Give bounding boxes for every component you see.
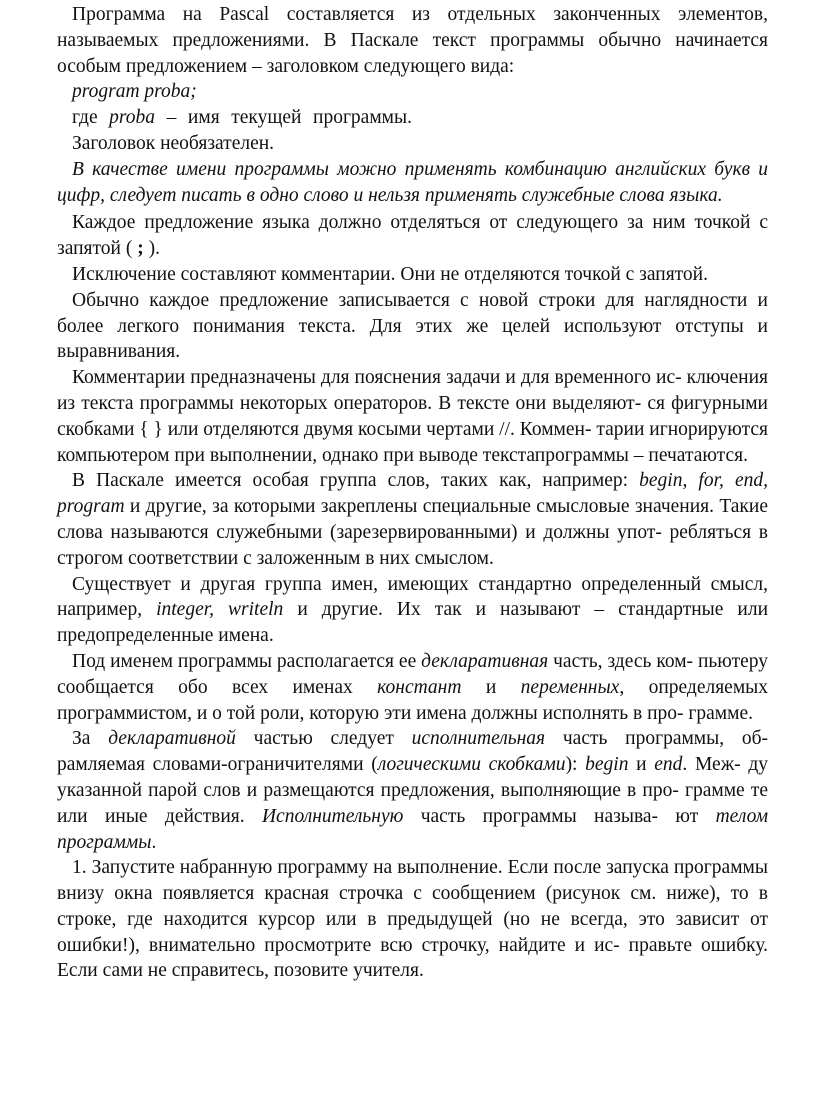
intro-paragraph: Программа на Pascal составляется из отдельных законченных элементов, называемых предложениями. В Паскале текст программы обычно начинается особым предложением – заголовком следующего вида: (57, 4, 768, 77)
standard-names-paragraph (57, 572, 768, 649)
keywords-list: begin, for, end, program (57, 470, 769, 518)
exec-italic-2: исполнительная (411, 728, 546, 750)
decl-italic-2: констант (377, 676, 462, 698)
exec-text-8: . (151, 831, 157, 853)
exec-text-4: ): (565, 754, 578, 776)
std-text-before: Существует и другая группа имен, имеющих стандартно определенный смысл, например, (57, 573, 768, 621)
exec-italic-3: логическими скобками (377, 754, 566, 776)
std-text-after: и другие. Их так и называют – стандартные или предопределенные имена. (57, 599, 769, 647)
exec-italic-4: begin (585, 754, 629, 776)
program-name-word: proba (109, 107, 156, 129)
program-header-example: program proba; (72, 81, 197, 103)
exec-italic-1: декларативной (108, 728, 236, 750)
semicolon-symbol: ; (137, 238, 144, 260)
exec-italic-6: Исполнительную (261, 805, 404, 827)
keywords-paragraph (57, 468, 768, 571)
exec-italic-5: end (654, 754, 683, 776)
decl-text-3: и (485, 676, 497, 698)
exec-text-7: часть программы называ- ют (420, 805, 699, 827)
where-lead: где (72, 107, 98, 129)
declarative-paragraph (57, 649, 768, 726)
exec-text-6: . Меж- ду указанной парой слов и размещаются предложения, выполняющие в про- грамме те или иные действия. (57, 754, 769, 827)
semicolon-paragraph (57, 210, 768, 262)
exec-text-2: частью следует (253, 728, 394, 750)
program-name-explanation (72, 105, 412, 157)
decl-text-2: часть, здесь ком- пьютеру сообщается обо всех именах (57, 650, 769, 698)
exec-text-3: часть программы, об- рамляемая словами-ограничителями ( (57, 728, 769, 776)
keywords-text-before: В Паскале имеется особая группа слов, таких как, например: (72, 470, 629, 492)
decl-text-4: , определяемых программистом, и о той роли, которую эти имена должны исполнять в про- грамме. (57, 676, 769, 724)
exec-text-5: и (636, 754, 647, 776)
exec-text-1: За (72, 728, 91, 750)
where-rest: – имя текущей программы. Заголовок необязателен. (72, 107, 412, 154)
exec-italic-7: телом программы (57, 805, 769, 853)
exception-paragraph: Исключение составляют комментарии. Они не отделяются точкой с запятой. (72, 263, 708, 285)
decl-italic-3: переменных (520, 676, 620, 698)
keywords-text-after: и другие, за которыми закреплены специальные смысловые значения. Такие слова называются служебными (зарезервированными) и должны упот- ребляться в строгом соответствии с заложенным в них смыслом. (57, 496, 768, 569)
decl-text-1: Под именем программы располагается ее (72, 650, 417, 672)
line-layout-paragraph: Обычно каждое предложение записывается с новой строки для наглядности и более легкого понимания текста. Для этих же целей используют отступы и выравнивания. (57, 289, 768, 363)
std-names-list: integer, writeln (156, 599, 284, 621)
semicolon-text-after: ). (148, 238, 160, 260)
task-paragraph: 1. Запустите набранную программу на выполнение. Если после запуска программы внизу окна появляется красная строчка с сообщением (рисунок см. ниже), то в строке, где находится курсор или в предыдущей (но не всегда, это зависит от ошибки!), внимательно просмотрите всю строчку, найдите и ис- правьте ошибку. Если сами не справитесь, позовите учителя. (57, 857, 768, 982)
executive-paragraph (57, 726, 768, 855)
decl-italic-1: декларативная (421, 650, 549, 672)
comments-paragraph: Комментарии предназначены для пояснения задачи и для временного ис- ключения из текста программы некоторых операторов. В тексте они выделяют- ся фигурными скобками { } или отделяются двумя косыми чертами //. Коммен- тарии игнорируются компьютером при выполнении, однако при выводе текстапрограммы – печатаются. (57, 367, 768, 466)
semicolon-text-before: Каждое предложение языка должно отделяться от следующего за ним точкой с запятой ( (57, 212, 768, 260)
naming-rule-note: В качестве имени программы можно применять комбинацию английских букв и цифр, следует писать в одно слово и нельзя применять служебные слова языка. (57, 158, 768, 206)
